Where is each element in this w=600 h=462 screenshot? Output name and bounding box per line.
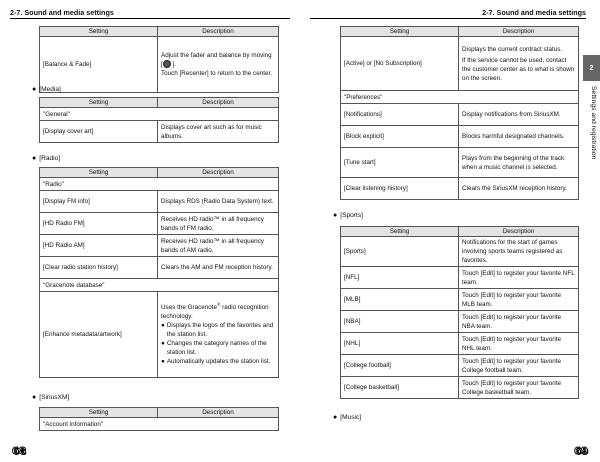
col-header-setting: Setting [40, 408, 158, 418]
table-row [40, 191, 279, 213]
description-cell: Touch [Edit] to register your favorite MLB team. [459, 289, 579, 311]
description-cell: Touch [Edit] to register your favorite College football team. [459, 355, 579, 377]
section-gracenote: "Gracenote database" [40, 279, 279, 292]
description-cell: Touch [Edit] to register your favorite College basketball team. [459, 377, 579, 399]
bullet-icon: ● [161, 340, 165, 347]
setting-cell: [Tune start] [341, 148, 459, 178]
bullet-icon: ● [32, 394, 37, 401]
setting-cell: [Clear radio station history] [40, 257, 158, 279]
setting-cell: [HD Radio FM] [40, 213, 158, 235]
list-item: ● Automatically updates the station list. [161, 358, 271, 365]
setting-balance-fade: [Balance & Fade] [40, 37, 158, 93]
table-row [341, 267, 579, 289]
bullet-icon: ● [333, 414, 338, 421]
col-header-setting: Setting [40, 168, 158, 178]
enhance-description: Uses the Gracenote® radio recognition technology. ● Displays the logos of the favorites and the station list. ● Changes the category names of the station list. ● Automatically updates the station list. [158, 292, 279, 378]
list-item: ● Changes the category names of the station list. [161, 340, 267, 356]
description-cell: Receives HD radio™ in all frequency bands of FM radio. [158, 213, 279, 235]
setting-cell: [College basketball] [341, 377, 459, 399]
setting-cell: [MLB] [341, 289, 459, 311]
media-heading: ● [Media] [32, 86, 61, 93]
setting-cell: [NHL] [341, 333, 459, 355]
setting-cell: [NBA] [341, 311, 459, 333]
description-cell: Touch [Edit] to register your favorite NHL team. [459, 333, 579, 355]
setting-cell: [Block explicit] [341, 126, 459, 148]
description-cell: Notifications for the start of games involving sports teams registered as favorites. [459, 237, 579, 267]
sports-heading: ● [Sports] [333, 212, 363, 219]
col-header-description: Description [158, 98, 279, 108]
chapter-tab: 2 [583, 55, 600, 81]
table-row [40, 235, 279, 257]
col-header-description: Description [158, 27, 279, 37]
bullet-icon: ● [161, 358, 165, 365]
siriusxm-settings-table [340, 26, 579, 200]
description-cell: Touch [Edit] to register your favorite NFL team. [459, 267, 579, 289]
section-general: "General" [40, 108, 279, 121]
section-preferences: "Preferences" [341, 91, 579, 104]
header-rule [10, 18, 290, 19]
setting-display-cover-art: [Display cover art] [40, 121, 158, 143]
col-header-description: Description [158, 408, 279, 418]
bullet-icon: ● [161, 322, 165, 329]
music-heading: ● [Music] [333, 414, 362, 421]
table-row [341, 37, 579, 91]
table-row [341, 148, 579, 178]
table-row [341, 104, 579, 126]
setting-cell: [Display FM info] [40, 191, 158, 213]
description-cell: Touch [Edit] to register your favorite NBA team. [459, 311, 579, 333]
description-cell: Clears the AM and FM reception history. [158, 257, 279, 279]
radio-heading: ● [Radio] [32, 155, 61, 162]
table-row [341, 377, 579, 399]
col-header-description: Description [459, 227, 579, 237]
description-cell: Displays RDS (Radio Data System) text. [158, 191, 279, 213]
page-number: 68 [12, 446, 26, 457]
page-header: 2-7. Sound and media settings [482, 8, 586, 17]
table-row [341, 311, 579, 333]
col-header-setting: Setting [341, 27, 459, 37]
col-header-setting: Setting [341, 227, 459, 237]
description-cell: Receives HD radio™ in all frequency bands of AM radio. [158, 235, 279, 257]
bullet-icon: ● [32, 155, 37, 162]
section-account-information: "Account information" [40, 418, 279, 431]
table-row [40, 213, 279, 235]
description-cell: Display notifications from SiriusXM. [459, 104, 579, 126]
page-header: 2-7. Sound and media settings [10, 8, 114, 17]
setting-enhance-metadata: [Enhance metadata/artwork] [40, 292, 158, 378]
siriusxm-table [39, 407, 279, 431]
description-cell: Blocks harmful designated channels. [459, 126, 579, 148]
bullet-icon: ● [333, 212, 338, 219]
siriusxm-heading: ● [SiriusXM] [32, 394, 70, 401]
table-row [341, 178, 579, 200]
media-table [39, 97, 279, 143]
balance-table [39, 26, 279, 93]
description-cell: Clears the SiriusXM reception history. [459, 178, 579, 200]
table-row [341, 289, 579, 311]
description-cell: Plays from the beginning of the track when a music channel is selected. [459, 148, 579, 178]
setting-cell: [HD Radio AM] [40, 235, 158, 257]
chapter-side-label: Settings and registration [590, 86, 597, 160]
setting-active-subscription: [Active] or [No Subscription] [341, 37, 459, 91]
table-row [40, 257, 279, 279]
right-page [300, 0, 600, 462]
balance-description: Adjust the fader and balance by moving [ ]. Touch [Recenter] to return to the center. [158, 37, 279, 93]
setting-cell: [NFL] [341, 267, 459, 289]
bullet-icon: ● [32, 86, 37, 93]
col-header-description: Description [158, 168, 279, 178]
header-rule [310, 18, 586, 19]
col-header-description: Description [459, 27, 579, 37]
setting-cell: [Sports] [341, 237, 459, 267]
sports-table [340, 226, 579, 399]
subscription-description: Displays the current contract status. If the service cannot be used, contact the customer center as to what is shown on the screen. [459, 37, 579, 91]
list-item: ● Displays the logos of the favorites and the station list. [161, 322, 274, 338]
cover-art-description: Displays cover art such as for music albums. [158, 121, 279, 143]
setting-cell: [College football] [341, 355, 459, 377]
col-header-setting: Setting [40, 98, 158, 108]
fader-knob-icon [163, 60, 171, 68]
setting-cell: [Clear listening history] [341, 178, 459, 200]
section-radio: "Radio" [40, 178, 279, 191]
radio-table [39, 167, 279, 378]
table-row [341, 126, 579, 148]
page-number: 69 [574, 446, 588, 457]
table-row [341, 333, 579, 355]
table-row [341, 355, 579, 377]
table-row [341, 237, 579, 267]
setting-cell: [Notifications] [341, 104, 459, 126]
col-header-setting: Setting [40, 27, 158, 37]
